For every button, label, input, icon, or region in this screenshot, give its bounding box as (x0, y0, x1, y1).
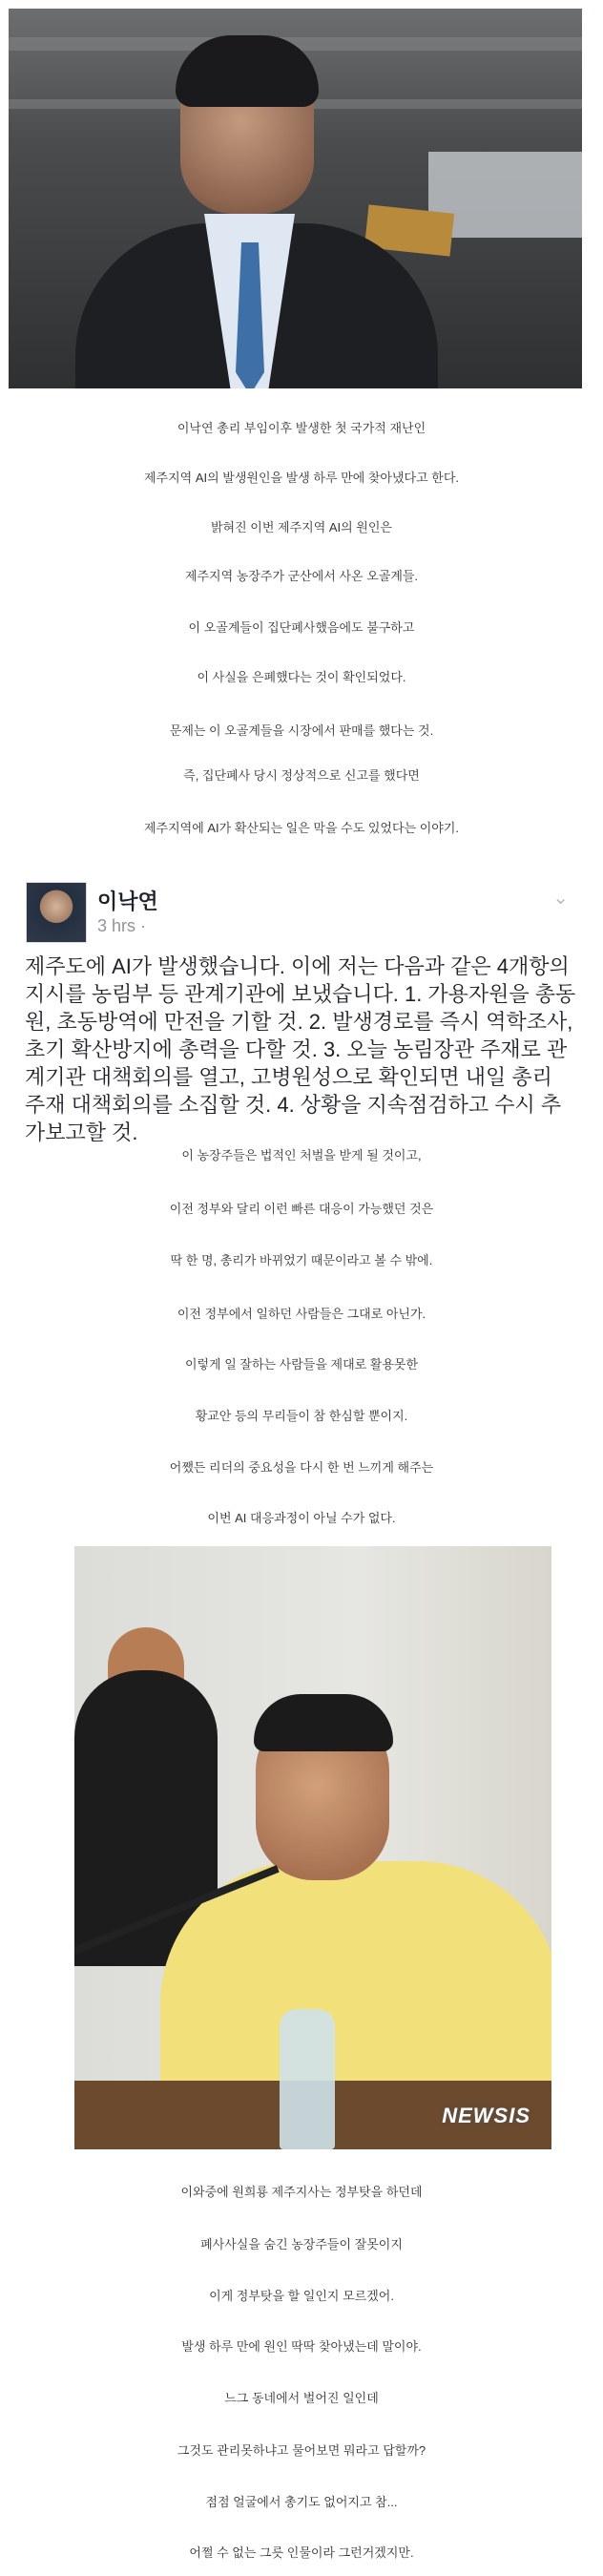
paragraph-text: 즉, 집단폐사 당시 정상적으로 신고를 했다면 (183, 768, 420, 783)
paragraph-text: 제주지역 농장주가 군산에서 사온 오골계들. (184, 569, 419, 583)
paragraph-text: 밝혀진 이번 제주지역 AI의 원인은 (211, 520, 392, 534)
facebook-post-card (17, 876, 582, 1144)
paragraph-text: 제주지역에 AI가 확산되는 일은 막을 수도 있었다는 이야기. (143, 821, 459, 835)
post-timestamp[interactable]: 3 hrs · (97, 916, 147, 935)
paragraph-text: 황교안 등의 무리들이 참 한심할 뿐이지. (195, 1409, 408, 1423)
hair (254, 1694, 393, 1751)
paragraph-text: 이번 AI 대응과정이 아닐 수가 없다. (207, 1511, 396, 1525)
post-body: 제주도에 AI가 발생했습니다. 이에 저는 다음과 같은 4개항의 지시를 농림부 등 관계기관에 보냈습니다. 1. 가용자원을 총동원, 초동방역에 만전을 기할 것. 2. 발생경로를 즉시 역학조사, 초기 확산방지에 총력을 다할 것. 3. 오늘 농림장관 주재로 관계기관 대책회의를 열고, 고병원성으로 확인되면 내일 총리 주재 대책회의를 소집할 것. 4. 상황을 지속점검하고 수시 추가보고할 것. (25, 954, 576, 1144)
photo-jeju-governor (74, 1546, 551, 2149)
post-author[interactable]: 이낙연 (97, 890, 158, 913)
paragraph-text: 이전 정부와 달리 이런 빠른 대응이 가능했던 것은 (169, 1202, 434, 1216)
paragraph-text: 느그 동네에서 벌어진 일인데 (224, 2391, 379, 2405)
paragraph-text: 이낙연 총리 부임이후 발생한 첫 국가적 재난인 (177, 421, 426, 435)
paragraph-text: 점점 얼굴에서 총기도 없어지고 참... (205, 2495, 398, 2509)
chevron-down-icon[interactable]: ⌄ (552, 888, 569, 909)
paragraph-text: 이와중에 원희룡 제주지사는 정부탓을 하던데 (180, 2185, 423, 2199)
paragraph-text: 제주지역 AI의 발생원인을 발생 하루 만에 찾아냈다고 한다. (143, 471, 459, 485)
paragraph-text: 문제는 이 오골계들을 시장에서 판매를 했다는 것. (169, 723, 434, 738)
paragraph-text: 이 농장주들은 법적인 처벌을 받게 될 것이고, (181, 1148, 422, 1162)
paragraph-text: 딱 한 명, 총리가 바뀌었기 때문이라고 볼 수 밖에. (170, 1253, 433, 1267)
paragraph-text: 이 오골계들이 집단폐사했음에도 불구하고 (188, 620, 415, 635)
water-bottle (280, 2009, 335, 2149)
avatar[interactable] (26, 882, 87, 943)
paragraph-text: 어쨌든 리더의 중요성을 다시 한 번 느끼게 해주는 (169, 1460, 434, 1475)
paragraph-text: 그것도 관리못하냐고 물어보면 뭐라고 답할까? (177, 2443, 426, 2458)
newsis-watermark: NEWSIS (442, 2104, 530, 2127)
paragraph-text: 이전 정부에서 일하던 사람들은 그대로 아닌가. (177, 1307, 426, 1321)
photo-prime-minister (9, 9, 582, 388)
paragraph-text: 폐사사실을 숨긴 농장주들이 잘못이지 (200, 2237, 403, 2251)
paragraph-text: 이렇게 일 잘하는 사람들을 제대로 활용못한 (184, 1357, 419, 1372)
paragraph-text: 이게 정부탓을 할 일인지 모르겠어. (209, 2289, 394, 2303)
paragraph-text: 어쩔 수 없는 그릇 인물이라 그런거겠지만. (189, 2545, 414, 2560)
paragraph-text: 발생 하루 만에 원인 딱딱 찾아냈는데 말이야. (181, 2339, 422, 2354)
paragraph-text: 이 사실을 은폐했다는 것이 확인되었다. (197, 670, 406, 684)
